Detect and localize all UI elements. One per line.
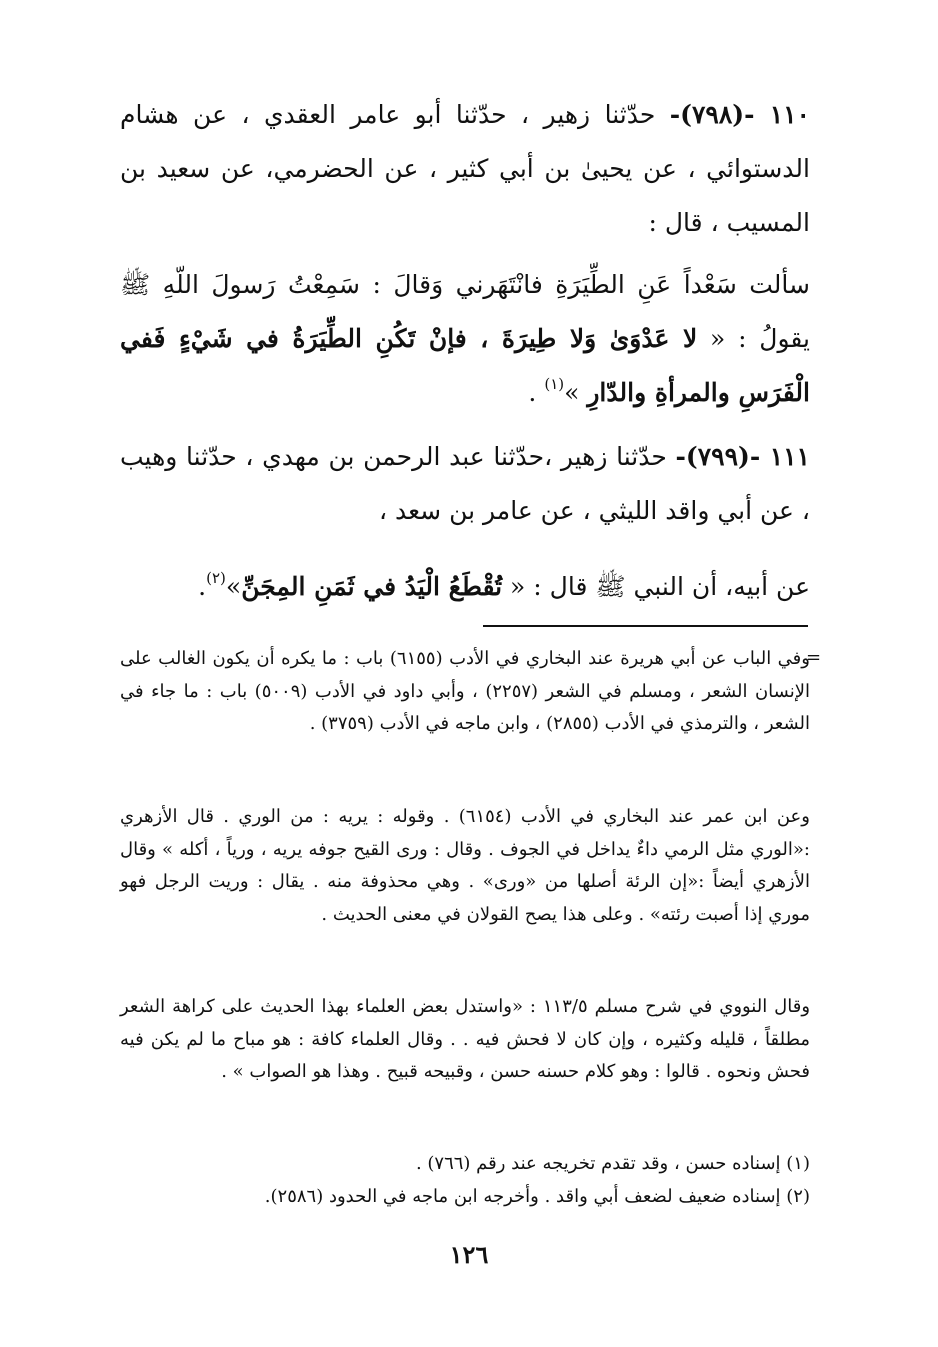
hadith-111-close-quote: » — [225, 572, 242, 601]
footnote-2-text: (٢) إسناده ضعيف لضعف أبي واقد . وأخرجه ابن ماجه في الحدود (٢٥٨٦). — [264, 1186, 810, 1207]
hadith-111-number: ١١١ -(٧٩٩)- — [675, 442, 810, 471]
hadith-111-matn: تُقْطَعُ الْيَدُ في ثَمَنِ المِجَنِّ — [241, 572, 503, 601]
footnote-1 — [120, 1148, 810, 1181]
hadith-110-close-quote: » — [564, 378, 580, 407]
footnote-ref-2: (٢) — [206, 569, 226, 587]
footnote-separator — [483, 625, 808, 627]
hadith-110-chain: حدّثنا زهير ، حدّثنا أبو عامر العقدي ، عن هشام الدستوائي ، عن يحيىٰ بن أبي كثير ، عن الحضرمي، عن سعيد بن المسيب ، قال : — [120, 100, 810, 237]
hadith-110-end: . — [528, 378, 545, 407]
footnote-nawawi — [120, 991, 810, 1089]
hadith-110-text — [120, 258, 810, 420]
hadith-110-intro: سألت سَعْداً عَنِ الطِّيَرَةِ فانْتَهَرني وَقالَ : سَمِعْتُ رَسولَ اللّهِ ﷺ يقولُ : « — [120, 270, 810, 353]
hadith-110-matn: لا عَدْوَىٰ وَلا طِيرَةَ ، فإنْ تَكُنِ الطِّيَرَةُ في شَيْءٍ فَفي الْفَرَسِ والمرأةِ والدّارِ — [120, 324, 810, 407]
hadith-111-intro: عن أبيه، أن النبي ﷺ قال : « — [510, 572, 810, 601]
continuation-mark: = — [806, 647, 822, 668]
hadith-111-text — [120, 560, 810, 614]
footnote-1-text: (١) إسناده حسن ، وقد تقدم تخريجه عند رقم (٧٦٦) . — [415, 1153, 810, 1174]
hadith-111-isnad — [120, 430, 810, 538]
hadith-111-end: . — [198, 572, 207, 601]
footnote-continuation — [120, 643, 810, 741]
footnote-ref-1: (١) — [544, 375, 565, 393]
hadith-110-number: ١١٠ -(٧٩٨)- — [669, 100, 810, 129]
footnote-nawawi-text: وقال النووي في شرح مسلم ١١٣/٥ : «واستدل بعض العلماء بهذا الحديث على كراهة الشعر مطلقاً ، قليله وكثيره ، وإن كان لا فحش فيه . . وقال العلماء كافة : هو مباح ما لم يكن فيه فحش ونحوه . قالوا : وهو كلام حسنه حسن ، وقبيحه قبيح . وهذا هو الصواب » . — [120, 996, 811, 1082]
footnote-ibn-umar-text: وعن ابن عمر عند البخاري في الأدب (٦١٥٤) . وقوله : يريه : من الوري . قال الأزهري :«الوري مثل الرمي داءٌ يداخل في الجوف . وقال : ورى القيح جوفه يريه ، ورياً ، أكله » وقال الأزهري أيضاً :«إن الرئة أصلها من «ورى» . وهي محذوفة منه . يقال : وريت الرجل فهو موري إذا أصبت رئته» . وعلى هذا يصح القولان في معنى الحديث . — [120, 806, 810, 925]
footnote-continuation-text: وفي الباب عن أبي هريرة عند البخاري في الأدب (٦١٥٥) باب : ما يكره أن يكون الغالب على الإنسان الشعر ، ومسلم في الشعر (٢٢٥٧) ، وأبي داود في الأدب (٥٠٠٩) باب : ما جاء في الشعر ، والترمذي في الأدب (٢٨٥٥) ، وابن ماجه في الأدب (٣٧٥٩) . — [120, 648, 811, 734]
hadith-111-chain: حدّثنا زهير ،حدّثنا عبد الرحمن بن مهدي ، حدّثنا وهيب ، عن أبي واقد الليثي ، عن عامر بن سعد ، — [120, 442, 810, 525]
hadith-110-isnad — [120, 88, 810, 250]
footnote-ibn-umar — [120, 801, 810, 931]
footnote-2 — [120, 1181, 810, 1214]
page-number: ١٢٦ — [449, 1240, 489, 1269]
